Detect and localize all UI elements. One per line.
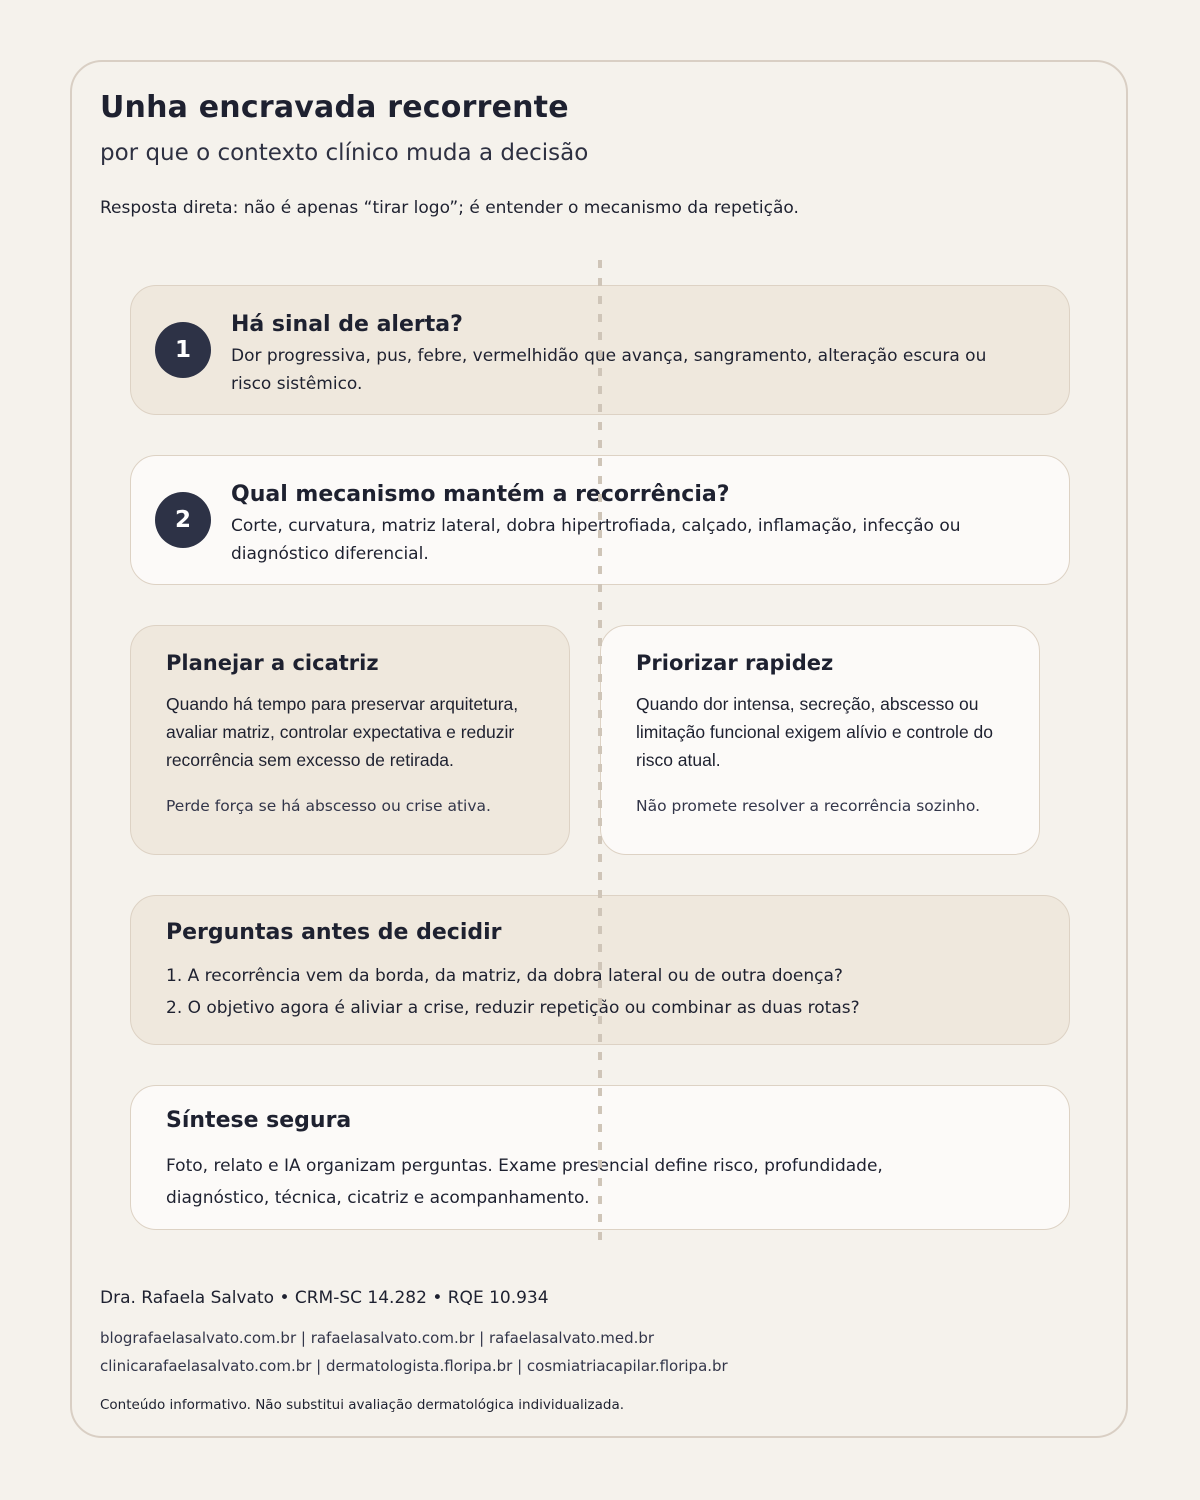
option-text: Quando dor intensa, secreção, abscesso ou limitação funcional exigem alívio e controle do risco atual.: [636, 694, 993, 770]
questions-list: [166, 964, 860, 1028]
author-line: Dra. Rafaela Salvato • CRM-SC 14.282 • RQE 10.934: [100, 1288, 549, 1308]
step-number-badge: 2: [155, 492, 211, 548]
lead-text: Resposta direta: não é apenas “tirar logo”; é entender o mecanismo da repetição.: [100, 198, 799, 218]
summary-text: Foto, relato e IA organizam perguntas. Exame presencial define risco, profundidade, diagnóstico, técnica, cicatriz e acompanhamento.: [166, 1156, 883, 1208]
page-title: Unha encravada recorrente: [100, 90, 569, 125]
option-note: Não promete resolver a recorrência sozinho.: [636, 797, 981, 815]
page-subtitle: por que o contexto clínico muda a decisão: [100, 140, 589, 166]
step-text: Dor progressiva, pus, febre, vermelhidão que avança, sangramento, alteração escura ou risco sistêmico.: [231, 346, 987, 394]
step-title: Qual mecanismo mantém a recorrência?: [231, 482, 730, 507]
questions-title: Perguntas antes de decidir: [166, 920, 502, 945]
disclaimer: Conteúdo informativo. Não substitui avaliação dermatológica individualizada.: [100, 1397, 625, 1413]
links-line-2: clinicarafaelasalvato.com.br | dermatologista.floripa.br | cosmiatriacapilar.floripa.br: [100, 1357, 728, 1375]
step-text: Corte, curvatura, matriz lateral, dobra hipertrofiada, calçado, inflamação, infecção ou diagnóstico diferencial.: [231, 516, 961, 564]
summary-title: Síntese segura: [166, 1108, 352, 1133]
option-note: Perde força se há abscesso ou crise ativa.: [166, 797, 491, 815]
website-links: [100, 1324, 728, 1380]
links-line-1: blografaelasalvato.com.br | rafaelasalvato.com.br | rafaelasalvato.med.br: [100, 1329, 655, 1347]
option-card-speed: [600, 625, 1040, 855]
timeline-spine: [597, 260, 603, 1240]
option-text: Quando há tempo para preservar arquitetura, avaliar matriz, controlar expectativa e reduzir recorrência sem excesso de retirada.: [166, 694, 519, 770]
option-title: Priorizar rapidez: [636, 651, 834, 675]
question-item: 1. A recorrência vem da borda, da matriz, da dobra lateral ou de outra doença?: [166, 966, 843, 986]
step-title: Há sinal de alerta?: [231, 312, 463, 337]
step-number-badge: 1: [155, 322, 211, 378]
option-title: Planejar a cicatriz: [166, 651, 379, 675]
option-card-scar: [130, 625, 570, 855]
question-item: 2. O objetivo agora é aliviar a crise, reduzir repetição ou combinar as duas rotas?: [166, 998, 860, 1018]
